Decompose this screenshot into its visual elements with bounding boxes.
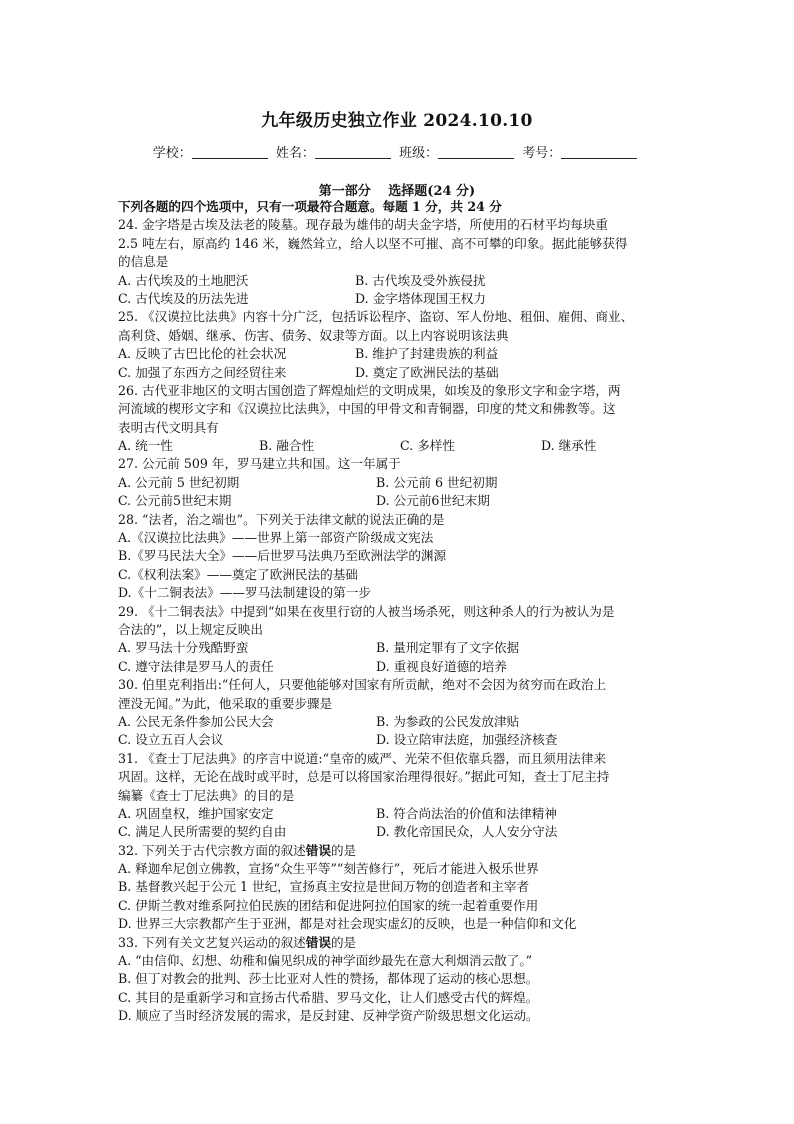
question-line: 24. 金字塔是古埃及法老的陵墓。现存最为雄伟的胡夫金字塔，所使用的石材平均每块重 — [118, 217, 609, 233]
question-line: 27. 公元前 509 年，罗马建立共和国。这一年属于 — [118, 456, 401, 472]
option-c: C. 伊斯兰教对维系阿拉伯民族的团结和促进阿拉伯国家的统一起着重要作用 — [118, 897, 539, 913]
option-a: A. 公民无条件参加公民大会 — [118, 713, 274, 729]
option-a: A.《汉谟拉比法典》——世界上第一部资产阶级成文宪法 — [118, 530, 434, 546]
question-line: 的信息是 — [118, 254, 169, 270]
exam-number-label: 考号： — [522, 146, 562, 161]
option-b: B. 但丁对教会的批判、莎士比亚对人性的赞扬，都体现了运动的核心思想。 — [118, 971, 539, 987]
option-d: D. 重视良好道德的培养 — [376, 658, 507, 674]
question-line: 31. 《查士丁尼法典》的序言中说道:“皇帝的威严、光荣不但依靠兵器，而且须用法律来 — [118, 750, 607, 766]
question-line: 28. “法者，治之端也”。下列关于法律文献的说法正确的是 — [118, 511, 445, 527]
option-c: C. 加强了东西方之间经贸往来 — [118, 364, 287, 380]
question-31 — [118, 750, 684, 842]
options-row — [118, 805, 684, 823]
question-line: 湮没无闻。”为此，他采取的重要步骤是 — [118, 695, 333, 711]
option-d: D.《十二铜表法》——罗马法制建设的第一步 — [118, 585, 371, 601]
option-c: C. 遵守法律是罗马人的责任 — [118, 658, 274, 674]
option-b: B. 量刑定罪有了文字依据 — [376, 640, 520, 656]
option-b: B.《罗马民法大全》——后世罗马法典乃至欧洲法学的渊源 — [118, 548, 447, 564]
question-line: 26. 古代亚非地区的文明古国创造了辉煌灿烂的文明成果，如埃及的象形文字和金字塔，两 — [118, 382, 621, 398]
option-c: C.《权利法案》——奠定了欧洲民法的基础 — [118, 566, 358, 582]
option-a: A. 统一性 — [118, 438, 173, 454]
option-a: A. 古代埃及的土地肥沃 — [118, 272, 249, 288]
option-c: C. 满足人民所需要的契约自由 — [118, 824, 287, 840]
question-line: 高利贷、婚姻、继承、伤害、债务、奴隶等方面。以上内容说明该法典 — [118, 327, 509, 343]
question-30 — [118, 676, 684, 750]
question-prefix: 33. 下列有关文艺复兴运动的叙述 — [118, 934, 306, 950]
option-a: A. “由信仰、幻想、幼稚和偏见织成的神学面纱最先在意大利烟消云散了。” — [118, 953, 533, 969]
question-prefix: 32. 下列关于古代宗教方面的叙述 — [118, 842, 306, 858]
question-line: 合法的”，以上规定反映出 — [118, 621, 263, 637]
option-c: C. 公元前5世纪末期 — [118, 493, 232, 509]
options-row — [118, 345, 684, 363]
option-a: A. 反映了古巴比伦的社会状况 — [118, 346, 287, 362]
options-row — [118, 713, 684, 731]
option-d: D. 教化帝国民众，人人安分守法 — [376, 824, 558, 840]
option-d: D. 金字塔体现国王权力 — [355, 290, 486, 306]
question-emphasis: 错误 — [305, 934, 331, 950]
options-row — [118, 474, 684, 492]
question-line: 编纂《查士丁尼法典》的目的是 — [118, 787, 295, 803]
option-d: D. 公元前6世纪末期 — [376, 493, 490, 509]
question-line: 30. 伯里克利指出:“任何人，只要他能够对国家有所贡献，绝对不会因为贫穷而在政治上 — [118, 677, 607, 693]
question-suffix: 的是 — [330, 934, 357, 950]
name-label: 姓名： — [275, 146, 315, 161]
option-d: D. 继承性 — [541, 438, 597, 454]
question-28 — [118, 511, 684, 603]
question-29 — [118, 603, 684, 677]
question-24 — [118, 216, 684, 308]
option-b: B. 符合尚法治的价值和法律精神 — [376, 805, 557, 821]
option-a: A. 罗马法十分残酷野蛮 — [118, 640, 249, 656]
class-blank[interactable] — [438, 146, 514, 159]
option-d: D. 设立陪审法庭，加强经济核查 — [376, 732, 558, 748]
options-row — [118, 364, 684, 382]
question-25 — [118, 308, 684, 382]
option-b: B. 古代埃及受外族侵扰 — [355, 272, 486, 288]
question-26 — [118, 382, 684, 456]
options-row — [118, 290, 684, 308]
question-line: 河流域的楔形文字和《汉谟拉比法典》，中国的甲骨文和青铜器，印度的梵文和佛教等。这 — [118, 401, 616, 417]
options-row — [118, 639, 684, 657]
option-c: C. 多样性 — [400, 438, 455, 454]
page-title: 九年级历史独立作业 2024.10.10 — [261, 111, 533, 131]
option-c: C. 古代埃及的历法先进 — [118, 290, 249, 306]
options-row — [118, 437, 684, 455]
section-title: 第一部分 选择题(24 分) — [318, 184, 476, 199]
option-d: D. 世界三大宗教都产生于亚洲，都是对社会现实虚幻的反映，也是一种信仰和文化 — [118, 916, 577, 932]
option-b: B. 公元前 6 世纪初期 — [376, 474, 498, 490]
student-info-row — [0, 142, 794, 161]
options-row — [118, 731, 684, 749]
question-line: 巩固。这样，无论在战时或平时，总是可以将国家治理得很好。”据此可知，查士丁尼主持 — [118, 769, 610, 785]
question-line — [118, 842, 684, 860]
option-a: A. 公元前 5 世纪初期 — [118, 474, 240, 490]
exam-number-blank[interactable] — [561, 146, 637, 159]
question-33 — [118, 934, 684, 1026]
question-27 — [118, 455, 684, 510]
question-line: 29. 《十二铜表法》中提到“如果在夜里行窃的人被当场杀死，则这种杀人的行为被认为是 — [118, 603, 615, 619]
question-line: 表明古代文明具有 — [118, 419, 219, 435]
options-row — [118, 823, 684, 841]
question-line: 25. 《汉谟拉比法典》内容十分广泛，包括诉讼程序、盗窃、军人份地、租佃、雇佣、商业、 — [118, 309, 634, 325]
option-b: B. 维护了封建贵族的利益 — [355, 346, 499, 362]
options-row — [118, 658, 684, 676]
question-suffix: 的是 — [330, 842, 357, 858]
option-c: C. 设立五百人会议 — [118, 732, 224, 748]
option-b: B. 融合性 — [259, 438, 315, 454]
option-b: B. 基督教兴起于公元 1 世纪，宣扬真主安拉是世间万物的创造者和主宰者 — [118, 879, 530, 895]
class-label: 班级： — [399, 146, 439, 161]
options-row — [118, 272, 684, 290]
option-c: C. 其目的是重新学习和宣扬古代希腊、罗马文化，让人们感受古代的辉煌。 — [118, 989, 539, 1005]
option-b: B. 为参政的公民发放津贴 — [376, 713, 520, 729]
option-a: A. 巩固皇权，维护国家安定 — [118, 805, 274, 821]
school-blank[interactable] — [192, 146, 268, 159]
question-32 — [118, 842, 684, 934]
questions — [118, 198, 684, 1026]
options-row — [118, 492, 684, 510]
school-label: 学校： — [152, 146, 192, 161]
question-line — [118, 934, 684, 952]
name-blank[interactable] — [315, 146, 391, 159]
option-d: D. 奠定了欧洲民法的基础 — [355, 364, 499, 380]
instruction: 下列各题的四个选项中，只有一项最符合题意。每题 1 分，共 24 分 — [118, 199, 502, 214]
question-line: 2.5 吨左右，原高约 146 米，巍然耸立，给人以坚不可摧、高不可攀的印象。据此能够获得 — [118, 235, 628, 251]
question-emphasis: 错误 — [305, 842, 331, 858]
option-d: D. 顺应了当时经济发展的需求，是反封建、反神学资产阶级思想文化运动。 — [118, 1008, 539, 1024]
option-a: A. 释迦牟尼创立佛教，宣扬“众生平等”“刻苦修行”，死后才能进入极乐世界 — [118, 861, 539, 877]
